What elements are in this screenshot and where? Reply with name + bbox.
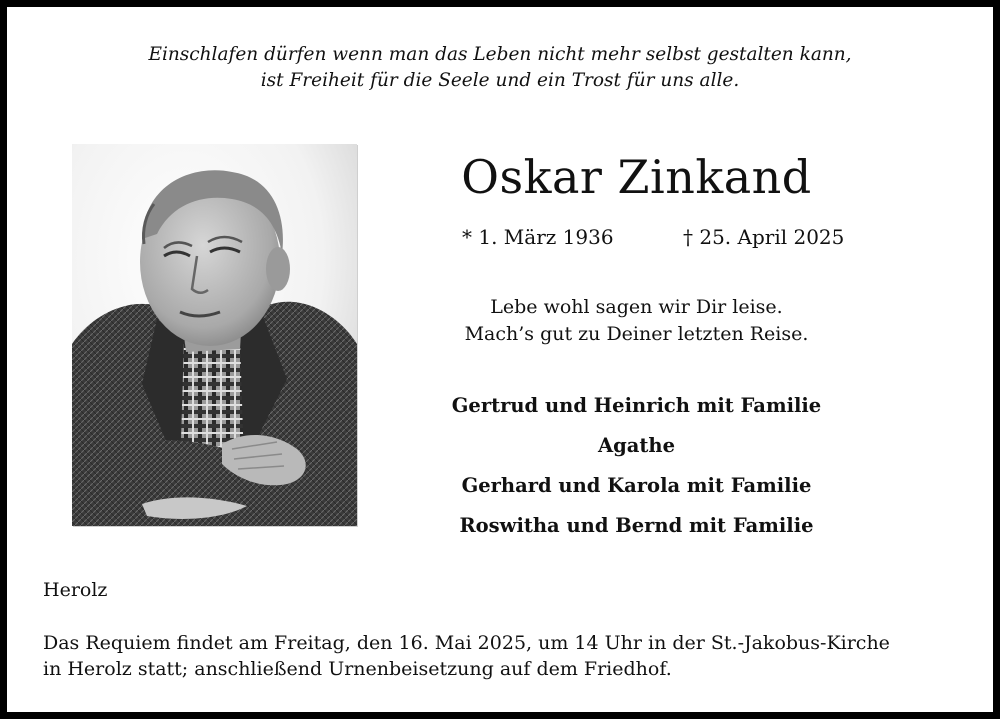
motto-quote	[7, 42, 993, 94]
requiem-info	[43, 630, 890, 682]
requiem-line-2: in Herolz statt; anschließend Urnenbeisetzung auf dem Friedhof.	[43, 658, 672, 680]
verse-line-2: Mach’s gut zu Deiner letzten Reise.	[464, 323, 809, 345]
farewell-verse	[414, 294, 859, 348]
portrait-photo	[72, 144, 357, 526]
place-name: Herolz	[43, 579, 108, 601]
mourners-list	[414, 386, 859, 546]
mourner-entry: Agathe	[598, 434, 675, 457]
requiem-line-1: Das Requiem findet am Freitag, den 16. Mai 2025, um 14 Uhr in der St.-Jakobus-Kirche	[43, 632, 890, 654]
motto-line-1: Einschlafen dürfen wenn man das Leben nicht mehr selbst gestalten kann,	[148, 44, 852, 65]
birth-date: * 1. März 1936	[462, 225, 614, 249]
motto-line-2: ist Freiheit für die Seele und ein Trost für uns alle.	[260, 70, 740, 91]
verse-line-1: Lebe wohl sagen wir Dir leise.	[490, 296, 783, 318]
mourner-entry: Roswitha und Bernd mit Familie	[459, 514, 814, 537]
death-date: † 25. April 2025	[683, 225, 845, 249]
mourner-entry: Gerhard und Karola mit Familie	[461, 474, 812, 497]
mourner-entry: Gertrud und Heinrich mit Familie	[451, 394, 822, 417]
deceased-name: Oskar Zinkand	[461, 150, 812, 204]
